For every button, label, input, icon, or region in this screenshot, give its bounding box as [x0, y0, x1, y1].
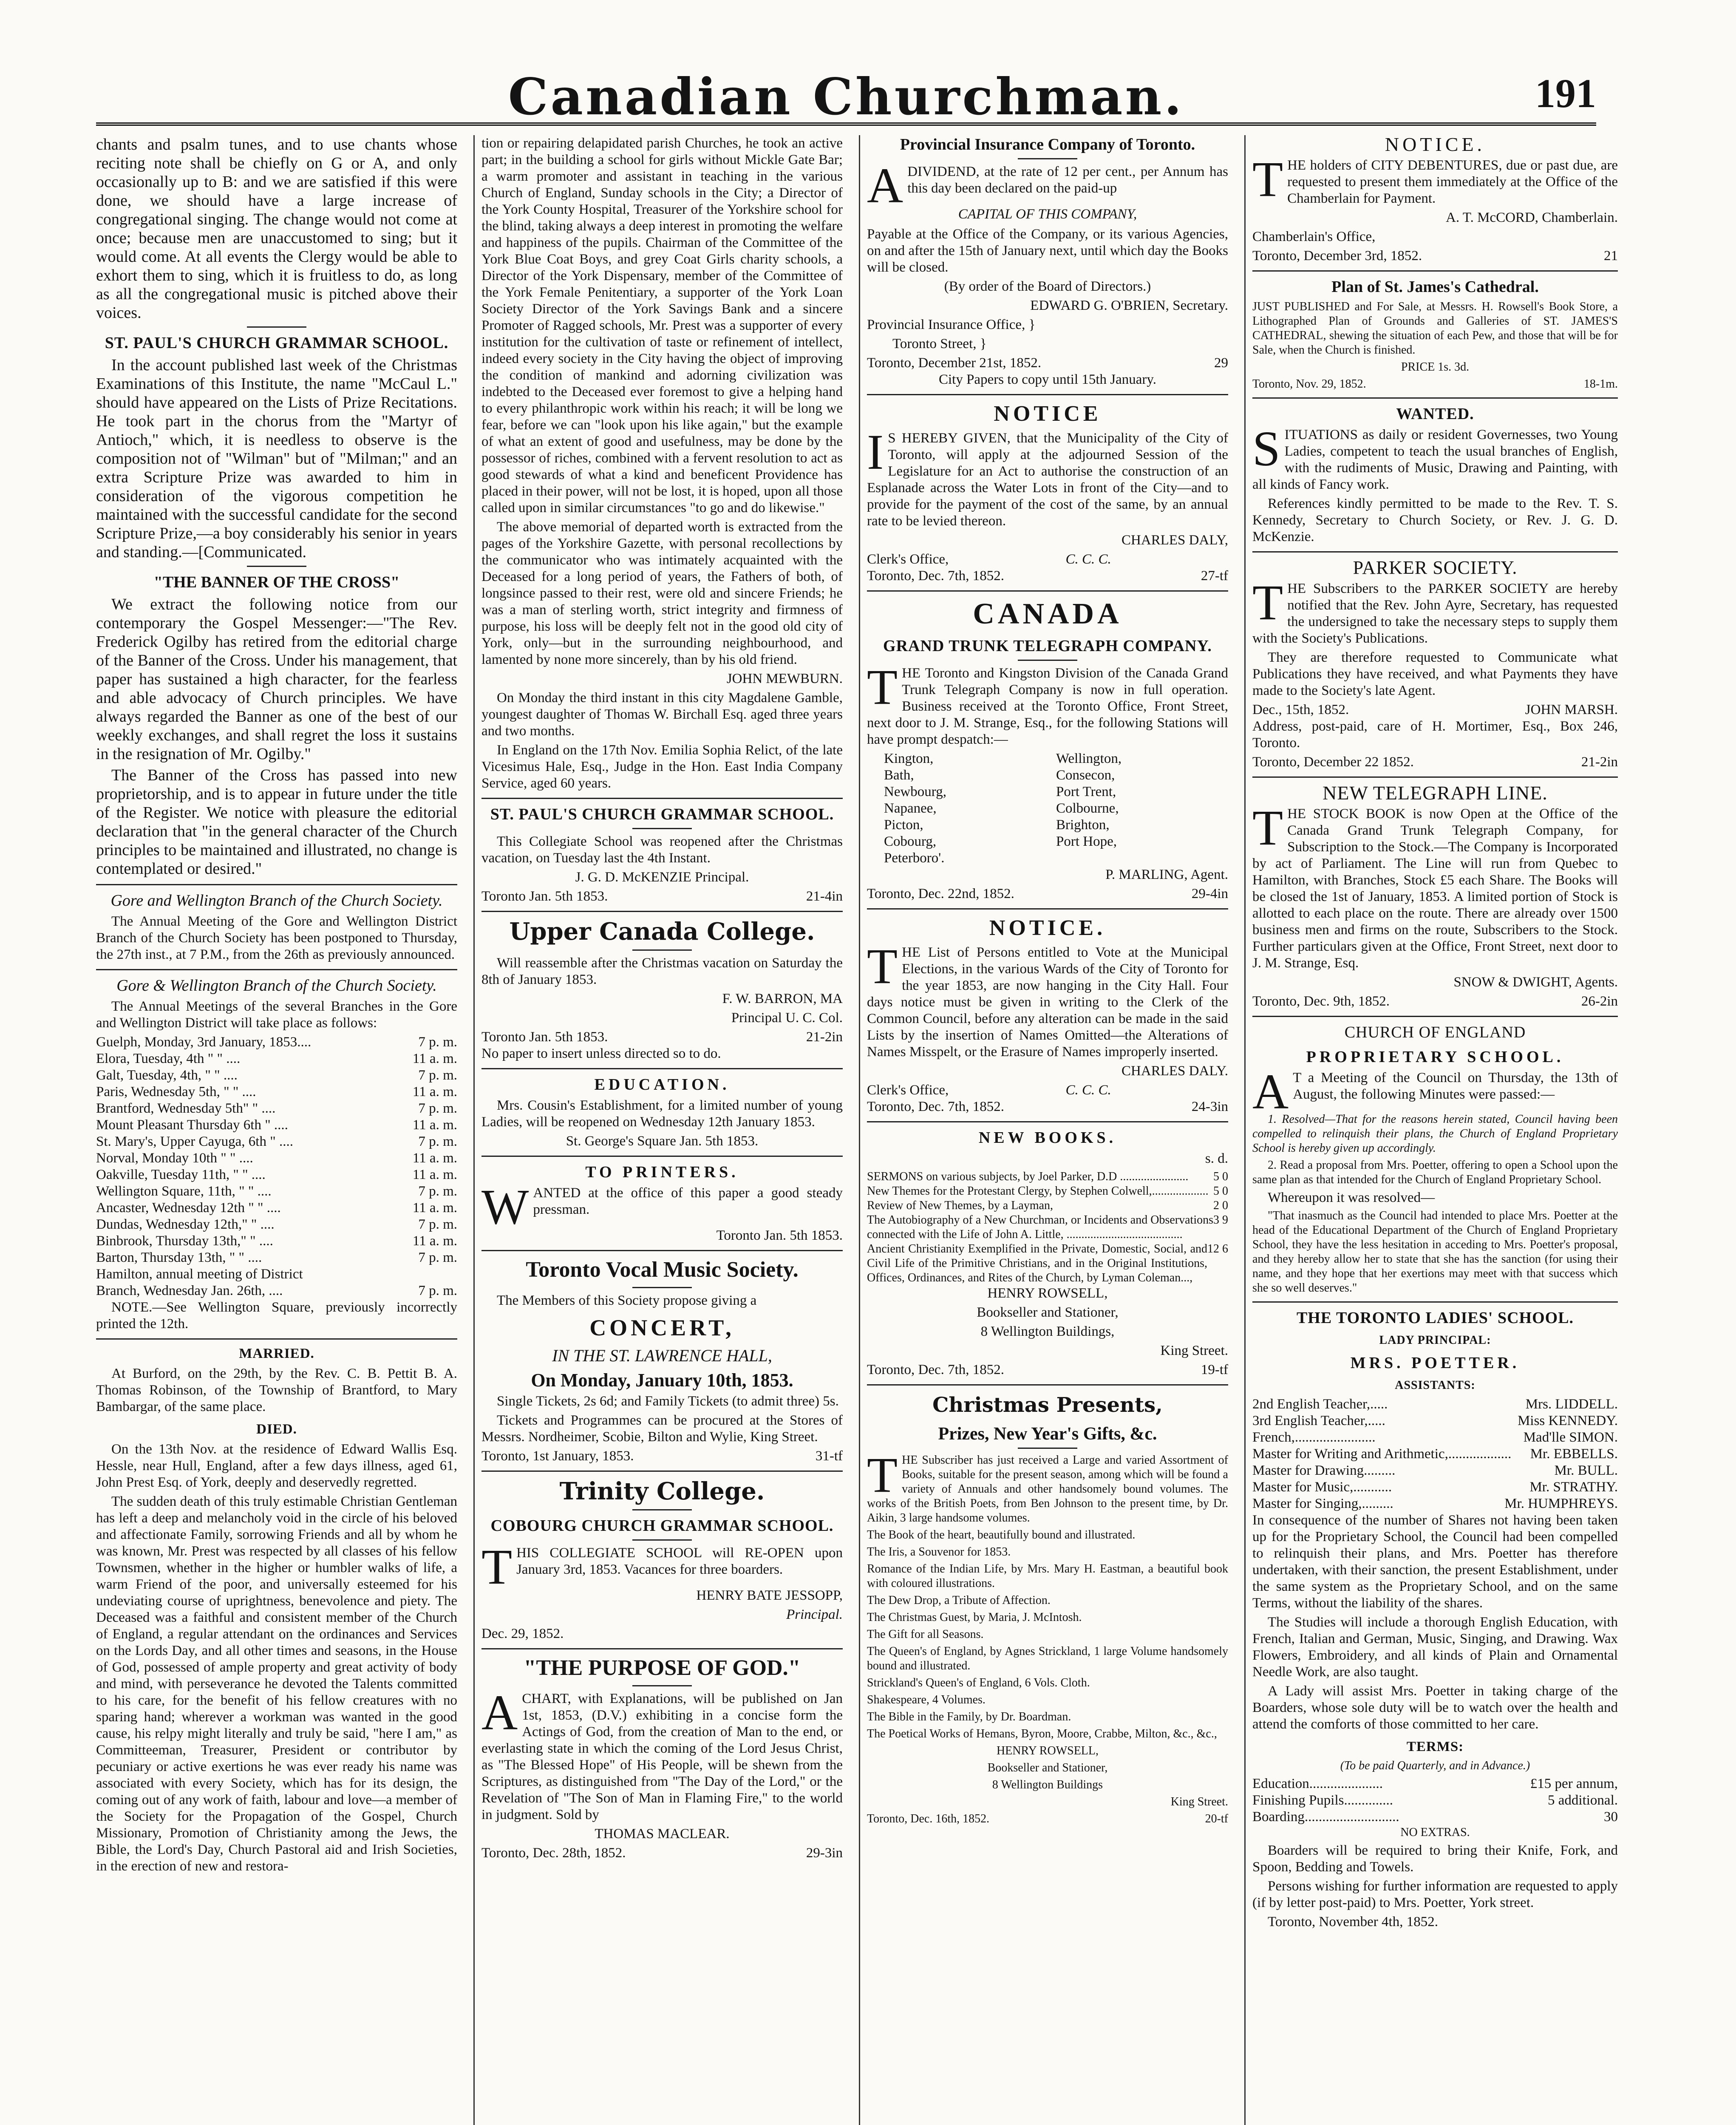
column-divider — [473, 135, 475, 2125]
death-notice: On Monday the third instant in this city Magdalene Gamble, youngest daughter of Thomas W. Birchall Esq. aged three years and two months. — [481, 690, 843, 739]
ad-footer: Toronto Jan. 5th 1853. 21-4in — [481, 889, 843, 904]
ad-signature: CHARLES DALY. — [1121, 1063, 1228, 1079]
ad-subtitle: PROPRIETARY SCHOOL. — [1306, 1048, 1564, 1066]
ad-signature: SNOW & DWIGHT, Agents. — [1453, 975, 1618, 990]
ad-body: THIS COLLEGIATE SCHOOL will RE-OPEN upon January 3rd, 1853. Vacances for three boarders. — [481, 1539, 843, 1595]
schedule-row: St. Mary's, Upper Cayuga, 6th " .... 7 p. m. — [96, 1134, 457, 1149]
ad-signature: P. MARLING, Agent. — [1105, 867, 1228, 882]
signature: JOHN MEWBURN. — [726, 671, 843, 686]
ad-body: THE holders of CITY DEBENTURES, due or past due, are requested to present them immediately at the Office of the Chamberlain for Payment. — [1252, 151, 1618, 207]
station: Kington, — [884, 751, 934, 766]
ad-title: Provincial Insurance Company of Toronto. — [900, 136, 1195, 153]
article-body: The Banner of the Cross has passed into new proprietorship, and is to appear in future under the title of the Register. We notice with pleasure the editorial declaration that "in the general character of the Church principles to be maintained and illustrated, no change is contemplated or desired." — [96, 766, 457, 878]
drop-cap: W — [481, 1179, 529, 1235]
drop-cap: T — [1252, 575, 1283, 630]
schedule-row: Norval, Monday 10th " " .... 11 a. m. — [96, 1150, 457, 1166]
ad-office: Chamberlain's Office, — [1252, 229, 1376, 244]
obituary-body: The sudden death of this truly estimable Christian Gentleman has left a deep and melancholy void in the circle of his beloved and affectionate Family, sorrowing Friends and all by whom he was known, Mr. Prest was respected by all classes of his fellow Townsmen, whether in the higher or humbler walks of life, a warm Friend of the poor, and universally esteemed for his undeviating course of uprightness, benevolence and piety. The Deceased was a faithful and consistent member of the Church of England, a regular attendant on the ordinances and Services on the Lords Day, and all other times and seasons, in the House of God, possessed of ample property and great activity of body and mind, with perseverance he devoted the Talents committed to his care, for the benefit of his fellow creatures with no sparing hand; wherever a workman was wanted in the good cause, his relpy might literally and truly be said, "here I am," as Committeeman, Treasurer, President or contributor by pecuniary or active exertions he was ever ready his name was associated with every Society, which has for its design, the coming out of any work of faith, labour and love—a member of the Society for the Propagation of the Gospel, Church Missionary, Promotion of Christianity among the Jews, the Bible, the Lord's Day, Church Pastoral aid and Irish Societies, in the erection of new and restora- — [96, 1494, 457, 1874]
book-row: New Themes for the Protestant Clergy, by Stephen Colwell,................... 5 0 — [867, 1184, 1228, 1198]
ad-title: Trinity College. — [559, 1477, 765, 1505]
ad-footer: Toronto, Dec. 28th, 1852. 29-3in — [481, 1845, 843, 1861]
ad-title: NOTICE — [994, 402, 1102, 426]
ad-body: I S HEREBY GIVEN, that the Municipality of the City of Toronto, will apply at the adjourned Session of the Legislature for an Act to authorise the construction of an Esplanade across the Water Lots in front of the City—and to provide for the payment of the cost of the same, by an annual rate to be levied thereon. — [867, 424, 1228, 529]
notice-body: The Annual Meeting of the Gore and Wellington District Branch of the Church Society has been postponed to Thursday, the 27th inst., at 7 P.M., from the 26th as previously announced. — [96, 914, 457, 962]
station: Bath, — [884, 768, 914, 783]
ad-title: Plan of St. James's Cathedral. — [1331, 278, 1539, 296]
ad-signature: HENRY BATE JESSOPP, — [696, 1588, 843, 1603]
ad-title: NEW TELEGRAPH LINE. — [1323, 782, 1548, 804]
terms-note: (To be paid Quarterly, and in Advance.) — [1340, 1759, 1530, 1772]
ad-title: Upper Canada College. — [509, 918, 815, 946]
notice-body: On the 13th Nov. at the residence of Edward Wallis Esq. Hessle, near Hull, England, after a few days illness, aged 61, John Prest Esq. of York, deeply and deservedly regretted. — [96, 1442, 457, 1490]
ad-subheading: CAPITAL OF THIS COMPANY, — [958, 207, 1137, 222]
column-2 — [481, 135, 843, 2125]
ad-signature: Principal U. C. Col. — [731, 1010, 843, 1026]
divider — [867, 1384, 1228, 1386]
schedule-row: Guelph, Monday, 3rd January, 1853.... 7 p. m. — [96, 1034, 457, 1050]
teacher-row: 3rd English Teacher,..... Miss KENNEDY. — [1252, 1413, 1618, 1428]
gift-item: Romance of the Indian Life, by Mrs. Mary H. Eastman, a beautiful book with coloured illustrations. — [867, 1562, 1228, 1590]
ad-footer: Toronto, Nov. 29, 1852. 18-1m. — [1252, 377, 1618, 391]
terms-title: TERMS: — [1406, 1739, 1464, 1754]
ad-note: (By order of the Board of Directors.) — [944, 279, 1151, 294]
ad-body: THE Toronto and Kingston Division of the Canada Grand Trunk Telegraph Company is now in full operation. Business received at the Toronto Office, Front Street, next door to J. M. Strange, Esq., for the following Stations will have prompt despatch:— — [867, 659, 1228, 747]
ad-footer: Toronto, Dec. 7th, 1852. 27-tf — [867, 568, 1228, 584]
ad-body: The Studies will include a thorough English Education, with French, Italian and German, Music, Singing, and Drawing. Wax Flowers, Embroidery, and all kinds of Plain and Ornamental Needle Work, are also taught. — [1252, 1615, 1618, 1680]
terms-row: Boarding........................... 30 — [1252, 1809, 1618, 1825]
ad-title: NOTICE. — [1385, 135, 1486, 155]
ad-footer: Toronto, Dec. 16th, 1852. 20-tf — [867, 1812, 1228, 1825]
teacher-row: Master for Drawing......... Mr. BULL. — [1252, 1463, 1618, 1478]
station: Wellington, — [1056, 751, 1122, 766]
ad-title: NEW BOOKS. — [978, 1129, 1117, 1147]
ad-signature: F. W. BARRON, MA — [722, 991, 843, 1006]
principal-name: MRS. POETTER. — [1350, 1354, 1520, 1372]
divider — [481, 798, 843, 799]
book-row: Review of New Themes, by a Layman, 2 0 — [867, 1199, 1228, 1212]
station: Newbourg, — [884, 784, 946, 799]
ad-date: Dec. 29, 1852. — [481, 1626, 564, 1641]
station: Picton, — [884, 817, 923, 833]
ad-body: Will reassemble after the Christmas vacation on Saturday the 8th of January 1853. — [481, 955, 843, 987]
divider — [867, 394, 1228, 395]
gift-item: The Iris, a Souvenor for 1853. — [867, 1545, 1011, 1558]
concert-venue: IN THE ST. LAWRENCE HALL, — [552, 1346, 772, 1365]
ad-body: ADIVIDEND, at the rate of 12 per cent., per Annum has this day been declared on the paid-up — [867, 158, 1228, 213]
ad-subtitle: GRAND TRUNK TELEGRAPH COMPANY. — [883, 637, 1212, 655]
notice-title: Gore & Wellington Branch of the Church Society. — [116, 977, 437, 994]
divider — [1018, 660, 1077, 661]
book-row: The Autobiography of a New Churchman, or Incidents and Observations connected with the Life of John A. Little, ....................................... 3 9 — [867, 1213, 1228, 1241]
price-header: s. d. — [1205, 1151, 1228, 1166]
ad-signature: King Street. — [1170, 1795, 1228, 1808]
ad-body: THE List of Persons entitled to Vote at the Municipal Elections, in the various Wards of the City of Toronto for the year 1853, are now hanging in the City Hall. Four days notice must be given in writing to the Clerk of the Common Council, before any alteration can be made in the said Lists by the insertion of Names Omitted—the Alterations of Names Misspelt, or the Erasure of Names improperly inserted. — [867, 938, 1228, 1060]
divider — [632, 1509, 692, 1510]
divider — [632, 828, 692, 829]
divider — [481, 1250, 843, 1251]
ad-body: Whereupon it was resolved— — [1268, 1190, 1435, 1205]
ad-title: CANADA — [973, 598, 1122, 630]
masthead — [96, 64, 1596, 128]
ad-footer: Toronto, 1st January, 1853. 31-tf — [481, 1448, 843, 1464]
ad-footer: Toronto Jan. 5th 1853. 21-2in — [481, 1029, 843, 1045]
concert-heading: CONCERT, — [589, 1315, 735, 1340]
article-body: We extract the following notice from our contemporary the Gospel Messenger:—"The Rev. Frederick Ogilby has retired from the editorial charge of the Banner of the Cross. Under his management, that paper has sustained a high character, for the fearless and able advocacy of Church principles. We have always regarded the Banner as one of the best of our weekly exchanges, and shall regret the loss it sustains in the resignation of Mr. Ogilby." — [96, 595, 457, 763]
ad-signature: Bookseller and Stationer, — [977, 1305, 1119, 1320]
ad-footer: Toronto, Dec. 22nd, 1852. 29-4in — [867, 886, 1228, 901]
ad-body: References kindly permitted to be made to the Rev. T. S. Kennedy, Secretary to Church Society, or Rev. J. G. D. McKenzie. — [1252, 496, 1618, 544]
ad-signature: St. George's Square Jan. 5th 1853. — [566, 1133, 759, 1149]
column-3 — [867, 135, 1228, 2125]
newspaper-title: Canadian Churchman. — [508, 67, 1184, 126]
notice-body: The Annual Meetings of the several Branches in the Gore and Wellington District will take place as follows: — [96, 999, 457, 1031]
schedule-row: Brantford, Wednesday 5th" " .... 7 p. m. — [96, 1101, 457, 1116]
station: Peterboro'. — [884, 850, 945, 866]
ad-body: Payable at the Office of the Company, or its various Agencies, on and after the 15th of January next, until which day the Books will be closed. — [867, 227, 1228, 275]
drop-cap: T — [867, 659, 898, 715]
page-number: 191 — [1535, 71, 1596, 116]
ad-body: SITUATIONS as daily or resident Governesses, two Young Ladies, competent to teach the usual branches of English, with the rudiments of Music, Drawing and Painting, with all kinds of Fancy work. — [1252, 421, 1618, 492]
notice-title: Gore and Wellington Branch of the Church Society. — [110, 892, 443, 910]
ad-title: TO PRINTERS. — [585, 1163, 739, 1181]
divider — [1252, 270, 1618, 272]
ad-label: LADY PRINCIPAL: — [1379, 1334, 1491, 1347]
article-title: "THE BANNER OF THE CROSS" — [153, 573, 400, 591]
teacher-row: Master for Writing and Arithmetic,.................. Mr. EBBELLS. — [1252, 1446, 1618, 1462]
ad-body: In consequence of the number of Shares not having been taken up for the Proprietary School, the Council had been compelled to relinquish their plans, and Mrs. Poetter has therefore undertaken, with their sanction, the present Establishment, under the same system as the Proprietary School, and on the same Terms, without the liability of the shares. — [1252, 1513, 1618, 1611]
concert-date: On Monday, January 10th, 1853. — [531, 1370, 793, 1391]
ad-signature: Dec., 15th, 1852. JOHN MARSH. — [1252, 702, 1618, 717]
notice-note: NOTE.—See Wellington Square, previously incorrectly printed the 12th. — [96, 1300, 457, 1332]
station: Port Hope, — [1056, 834, 1117, 849]
ad-body: Mrs. Cousin's Establishment, for a limited number of young Ladies, will be reopened on Wednesday 12th January 1853. — [481, 1098, 843, 1130]
gift-item: The Dew Drop, a Tribute of Affection. — [867, 1594, 1051, 1607]
ad-footer: Toronto, Dec. 7th, 1852. 19-tf — [867, 1362, 1228, 1377]
ad-signature: J. G. D. McKENZIE Principal. — [575, 870, 749, 885]
divider — [1252, 1301, 1618, 1303]
drop-cap: T — [1252, 800, 1283, 856]
divider — [632, 949, 692, 951]
ad-footer: Toronto, December 3rd, 1852. 21 — [1252, 248, 1618, 264]
schedule-row: Binbrook, Thursday 13th," " .... 11 a. m. — [96, 1233, 457, 1249]
ad-label: ASSISTANTS: — [1395, 1379, 1475, 1392]
schedule-row: Hamilton, annual meeting of District — [96, 1266, 303, 1282]
station: Consecon, — [1056, 768, 1115, 783]
terms-row: Education..................... £15 per annum, — [1252, 1776, 1618, 1791]
ad-body: A T a Meeting of the Council on Thursday, the 13th of August, the following Minutes were passed:— — [1252, 1064, 1618, 1119]
ad-signature: HENRY ROWSELL, — [987, 1286, 1108, 1301]
divider — [481, 1156, 843, 1157]
ad-title: NOTICE. — [989, 916, 1106, 940]
ad-signature: 8 Wellington Buildings — [992, 1778, 1103, 1791]
drop-cap: I — [867, 424, 884, 480]
ad-body: ACHART, with Explanations, will be published on Jan 1st, 1853, (D.V.) exhibiting in a concise form the Actings of God, from the creation of Man to the end, or everlasting state in which the coming of the Lord Jesus Christ, as "The Blessed Hope" of His People, will be shewn from the Scriptures, as distinguished from "The Day of the Lord," or the Revelation of "The Son of Man in Flaming Fire," to the world in judgment. Sold by — [481, 1685, 843, 1822]
column-divider — [859, 135, 860, 2125]
ad-date: Toronto Jan. 5th 1853. — [716, 1228, 843, 1243]
obituary-body: The above memorial of departed worth is extracted from the pages of the Yorkshire Gazette, with personal recollections by the communicator who was intimately acquainted with the Deceased for a long period of years, the Fathers of both, of longsince passed to their rest, were old and sincere Friends; he was a man of sterling worth, strict integrity and firmness of purpose, his loss will be deeply felt not in the good old city of York, only—but in the surrounding neighbourhood, and lamented by none more sincerely, than by his old friend. — [481, 519, 843, 667]
section-title: DIED. — [256, 1422, 297, 1437]
ad-signature: 8 Wellington Buildings, — [980, 1324, 1115, 1339]
divider — [867, 1121, 1228, 1122]
ad-signature: A. T. McCORD, Chamberlain. — [1446, 210, 1618, 225]
article-continuation: chants and psalm tunes, and to use chants whose reciting note shall be chiefly on G or A, and only occasionally up to B: and we are satisfied if this were done, we should have a large increase of congregational singing. The change would not come at once; because men are unaccustomed to sing; but it would come. At all events the Clergy would be able to exhort them to sing, which it is fruitless to do, as long as all the congregational music is pitched above their voices. — [96, 136, 457, 322]
station: Colbourne, — [1056, 801, 1119, 816]
obituary-continuation: tion or repairing delapidated parish Churches, he took an active part; in the building a school for girls without Mickle Gate Bar; a warm promoter and assistant in teaching in the various Church of England, Sunday schools in the City; a Director of the York County Hospital, Treasurer of the Yorkshire school for the blind, taking always a deep interest in promoting the welfare and happiness of the pupils. Chairman of the Committee of the York Blue Coat Boys, and grey Coat Girls charity schools, a Director of the York Dispensary, member of the Committee of the York Female Penitentiary, a supporter of the York Loan Society Director of the York Savings Bank and a sincere Promoter of Ragged schools, Mr. Prest was a supporter of every institution for the cultivation of taste or refinement of intellect, indeed every society in the City having the object of improving the condition of mankind and adorning civilization was indebted to the Deceased ever foremost to give a helping hand to every philanthropic work within his reach; it will be long we fear, before we can "look upon his like again," but the example of what an extent of good and usefulness, may be done by the possessor of riches, combined with a fervent resolution to act as good stewards of what a kind and beneficent Providence has placed in their power, will not be lost, it is hoped, upon all those called upon in similar circumstances "to go and do likewise." — [481, 136, 843, 516]
ad-title: Toronto Vocal Music Society. — [526, 1258, 799, 1282]
ad-footer: Toronto, Dec. 7th, 1852. 24-3in — [867, 1099, 1228, 1114]
gift-item: The Queen's of England, by Agnes Strickland, 1 large Volume handsomely bound and illustrated. — [867, 1645, 1228, 1672]
divider — [632, 1539, 692, 1541]
meeting-schedule — [96, 1034, 457, 1299]
teacher-row: Master for Music,........... Mr. STRATHY. — [1252, 1479, 1618, 1495]
section-title: MARRIED. — [239, 1346, 314, 1361]
ad-title: CHURCH OF ENGLAND — [1344, 1023, 1526, 1041]
ad-footer: Toronto, December 22 1852. 21-2in — [1252, 754, 1618, 770]
teacher-row: French,....................... Mad'lle SIMON. — [1252, 1430, 1618, 1445]
ad-office: Clerk's Office, C. C. C. — [867, 1082, 1111, 1098]
divider — [481, 911, 843, 912]
teacher-row: Master for Singing,......... Mr. HUMPHREYS. — [1252, 1496, 1618, 1511]
drop-cap: A — [867, 158, 903, 213]
ad-signature: Principal. — [786, 1607, 843, 1622]
ad-signature: HENRY ROWSELL, — [996, 1744, 1099, 1757]
schedule-row: Oakville, Tuesday 11th, " " .... 11 a. m. — [96, 1167, 457, 1182]
divider — [96, 1338, 457, 1340]
article-title: ST. PAUL'S CHURCH GRAMMAR SCHOOL. — [105, 334, 449, 352]
ad-signature: CHARLES DALY, — [1121, 533, 1228, 548]
gift-item: The Gift for all Seasons. — [867, 1628, 984, 1641]
schedule-row: Elora, Tuesday, 4th " " .... 11 a. m. — [96, 1051, 457, 1066]
ad-signature: Bookseller and Stationer, — [987, 1761, 1108, 1774]
terms-list — [1252, 1776, 1618, 1825]
gift-item: The Book of the heart, beautifully bound and illustrated. — [867, 1528, 1136, 1541]
ad-body: Tickets and Programmes can be procured at the Stores of Messrs. Nordheimer, Scobie, Bilton and Wylie, King Street. — [481, 1413, 843, 1445]
ad-title: COBOURG CHURCH GRAMMAR SCHOOL. — [490, 1517, 834, 1535]
ad-body: They are therefore requested to Communicate what Publications they have received, and what Payments they have made to the Society's late Agent. — [1252, 650, 1618, 698]
ad-note: City Papers to copy until 15th January. — [938, 372, 1157, 387]
divider — [632, 1685, 692, 1686]
ad-title: WANTED. — [1396, 405, 1474, 423]
ad-body: Single Tickets, 2s 6d; and Family Tickets (to admit three) 5s. — [497, 1394, 839, 1409]
ad-footer: Toronto, Dec. 9th, 1852. 26-2in — [1252, 994, 1618, 1009]
divider — [96, 884, 457, 885]
drop-cap: T — [867, 1447, 898, 1503]
drop-cap: T — [481, 1539, 513, 1595]
terms-row: Finishing Pupils.............. 5 additional. — [1252, 1793, 1618, 1808]
drop-cap: T — [1252, 151, 1283, 207]
schedule-row: Ancaster, Wednesday 12th " " .... 11 a. m. — [96, 1200, 457, 1216]
resolution: 1. Resolved—That for the reasons herein stated, Council having been compelled to relinquish their plans, the Church of England Proprietary School is hereby given up accordingly. — [1252, 1113, 1618, 1155]
drop-cap: A — [1252, 1064, 1289, 1119]
drop-cap: S — [1252, 421, 1280, 476]
book-list — [867, 1170, 1228, 1285]
ad-body: Persons wishing for further information are requested to apply (if by letter post-paid) to Mrs. Poetter, York street. — [1252, 1878, 1618, 1910]
divider — [867, 590, 1228, 592]
ad-date: Toronto, November 4th, 1852. — [1268, 1914, 1438, 1930]
divider — [1252, 1016, 1618, 1017]
divider — [481, 1648, 843, 1649]
ad-signature: THOMAS MACLEAR. — [595, 1826, 730, 1842]
column-1 — [96, 135, 457, 2125]
ad-signature: EDWARD G. O'BRIEN, Secretary. — [1030, 298, 1228, 313]
ad-title: Christmas Presents, — [932, 1393, 1163, 1417]
station: Cobourg, — [884, 834, 937, 849]
schedule-row: Branch, Wednesday Jan. 26th, .... 7 p. m. — [96, 1283, 457, 1298]
ad-body: THE Subscriber has just received a Large and varied Assortment of Books, suitable for the present season, among which will be found a variety of Annuals and other handsomely bound volumes. The works of the British Poets, from Ben Johnson to the present time, by Dr. Aikin, 3 large handsome volumes. — [867, 1447, 1228, 1524]
teacher-list — [1252, 1396, 1618, 1512]
terms-extras: NO EXTRAS. — [1400, 1826, 1470, 1839]
masthead-rule — [96, 122, 1596, 128]
ad-title: THE TORONTO LADIES' SCHOOL. — [1296, 1309, 1574, 1327]
schedule-row: Dundas, Wednesday 12th," " .... 7 p. m. — [96, 1217, 457, 1232]
divider — [867, 908, 1228, 910]
gift-item: The Christmas Guest, by Maria, J. McIntosh. — [867, 1611, 1082, 1624]
ad-body: JUST PUBLISHED and For Sale, at Messrs. H. Rowsell's Book Store, a Lithographed Plan of Grounds and Galleries of ST. JAMES'S CATHEDRAL, shewing the situation of each Pew, and those that will be for Sale, when the Church is finished. — [1252, 300, 1618, 357]
divider — [1018, 158, 1077, 159]
ad-title: "THE PURPOSE OF GOD." — [524, 1656, 801, 1680]
ad-body: This Collegiate School was reopened after the Christmas vacation, on Tuesday last the 4th Instant. — [481, 834, 843, 866]
station: Brighton, — [1056, 817, 1110, 833]
divider — [481, 1068, 843, 1069]
gift-item: The Bible in the Family, by Dr. Boardman. — [867, 1710, 1071, 1723]
ad-body: A Lady will assist Mrs. Poetter in taking charge of the Boarders, whose sole duty will be to watch over the health and attend the comforts of those committed to her care. — [1252, 1683, 1618, 1732]
schedule-row: Wellington Square, 11th, " " .... 7 p. m. — [96, 1184, 457, 1199]
ad-address: Toronto Street, } — [892, 336, 987, 351]
drop-cap: A — [481, 1685, 518, 1740]
schedule-row: Mount Pleasant Thursday 6th " .... 11 a. m. — [96, 1117, 457, 1133]
book-row: Ancient Christianity Exemplified in the Private, Domestic, Social, and Civil Life of the Primitive Christians, and in the Original Institutions, Offices, Ordinances, and Rites of the Church, by Lyman Coleman..., 12 6 — [867, 1242, 1228, 1284]
ad-note: No paper to insert unless directed so to do. — [481, 1046, 721, 1061]
divider — [1252, 551, 1618, 552]
divider — [247, 566, 306, 567]
station — [1056, 850, 1228, 867]
station-list — [867, 751, 1228, 867]
article-body: In the account published last week of the Christmas Examinations of this Institute, the name "McCaul L." should have appeared on the Lists of Prize Recitations. He took part in the chorus from the "Martyr of Antioch," which, it is needless to observe is the composition not of "Wilman" but of "Milman;" and an extra Scripture Prize was awarded to him in consideration of the vigorous competition he maintained with the successful candidate for the second Scripture Prize,—a boy considerably his senior in years and standing.—[Communicated. — [96, 356, 457, 561]
ad-body: Boarders will be required to bring their Knife, Fork, and Spoon, Bedding and Towels. — [1252, 1843, 1618, 1875]
divider — [247, 326, 306, 328]
resolution: 2. Read a proposal from Mrs. Poetter, offering to open a School upon the same plan as that intended for the Church of England Proprietary School. — [1252, 1159, 1618, 1186]
ad-footer: Toronto, December 21st, 1852. 29 — [867, 355, 1228, 371]
gift-item: The Poetical Works of Hemans, Byron, Moore, Crabbe, Milton, &c., &c., — [867, 1727, 1217, 1740]
notice-body: At Burford, on the 29th, by the Rev. C. B. Pettit B. A. Thomas Robinson, of the Township of Brantford, to Mary Bambargar, of the same place. — [96, 1366, 457, 1414]
schedule-row: Paris, Wednesday 5th, " " .... 11 a. m. — [96, 1084, 457, 1099]
divider — [96, 969, 457, 970]
schedule-row: Galt, Tuesday, 4th, " " .... 7 p. m. — [96, 1068, 457, 1083]
ad-body: WANTED at the office of this paper a good steady pressman. — [481, 1179, 843, 1235]
ad-subtitle: Prizes, New Year's Gifts, &c. — [938, 1424, 1157, 1444]
divider — [1252, 776, 1618, 778]
ad-title: ST. PAUL'S CHURCH GRAMMAR SCHOOL. — [490, 805, 834, 823]
schedule-row: Barton, Thursday 13th, " " .... 7 p. m. — [96, 1250, 457, 1265]
ad-address: Provincial Insurance Office, } — [867, 317, 1036, 332]
gift-item: Shakespeare, 4 Volumes. — [867, 1693, 986, 1706]
station: Napanee, — [884, 801, 937, 816]
column-4 — [1252, 135, 1618, 2125]
divider — [632, 1287, 692, 1288]
teacher-row: 2nd English Teacher,..... Mrs. LIDDELL. — [1252, 1397, 1618, 1412]
ad-title: PARKER SOCIETY. — [1353, 557, 1518, 578]
ad-body: THE Subscribers to the PARKER SOCIETY are hereby notified that the Rev. John Ayre, Secretary, has requested the undersigned to take the necessary steps to supply them with the Society's Publications. — [1252, 575, 1618, 646]
drop-cap: T — [867, 938, 898, 994]
ad-title: EDUCATION. — [594, 1076, 730, 1094]
ad-body: THE STOCK BOOK is now Open at the Office of the Canada Grand Trunk Telegraph Company, for Subscription to the Stock.—The Company is Incorporated by act of Parliament. The Line will run from Quebec to Hamilton, with Branches, Stock £5 each Share. The Books will be closed the 1st of January, 1853. A limited portion of Stock is allotted to each place on the route. There are already over 1500 business men and firms on the route, Subscribers to the Stock. Further particulars given at the Office, Front Street, next door to J. M. Strange, Esq. — [1252, 800, 1618, 971]
ad-signature: King Street. — [1160, 1343, 1228, 1358]
divider — [481, 1470, 843, 1472]
ad-body: The Members of this Society propose giving a — [497, 1293, 757, 1308]
ad-address: Address, post-paid, care of H. Mortimer, Esq., Box 246, Toronto. — [1252, 719, 1618, 751]
ad-price: PRICE 1s. 3d. — [1401, 360, 1470, 374]
column-divider — [1244, 135, 1246, 2125]
divider — [1252, 397, 1618, 399]
gift-list — [867, 1528, 1228, 1741]
death-notice: In England on the 17th Nov. Emilia Sophia Relict, of the late Vicesimus Hale, Esq., Judge in the Hon. East India Company Service, aged 60 years. — [481, 742, 843, 791]
ad-office: Clerk's Office, C. C. C. — [867, 552, 1111, 567]
resolution: "That inasmuch as the Council had intended to place Mrs. Poetter at the head of the Educational Department of the Church of England Proprietary School, they have the less hesitation in acceding to Mrs. Poetter's proposal, and they hereby allow her to state that she has the sanction (for using their name, and they hope that her exertions may meet with that success which she so well deserves." — [1252, 1209, 1618, 1295]
book-row: SERMONS on various subjects, by Joel Parker, D.D ....................... 5 0 — [867, 1170, 1228, 1183]
station: Port Trent, — [1056, 784, 1116, 799]
gift-item: Strickland's Queen's of England, 6 Vols. Cloth. — [867, 1676, 1090, 1689]
divider — [1018, 1448, 1077, 1449]
